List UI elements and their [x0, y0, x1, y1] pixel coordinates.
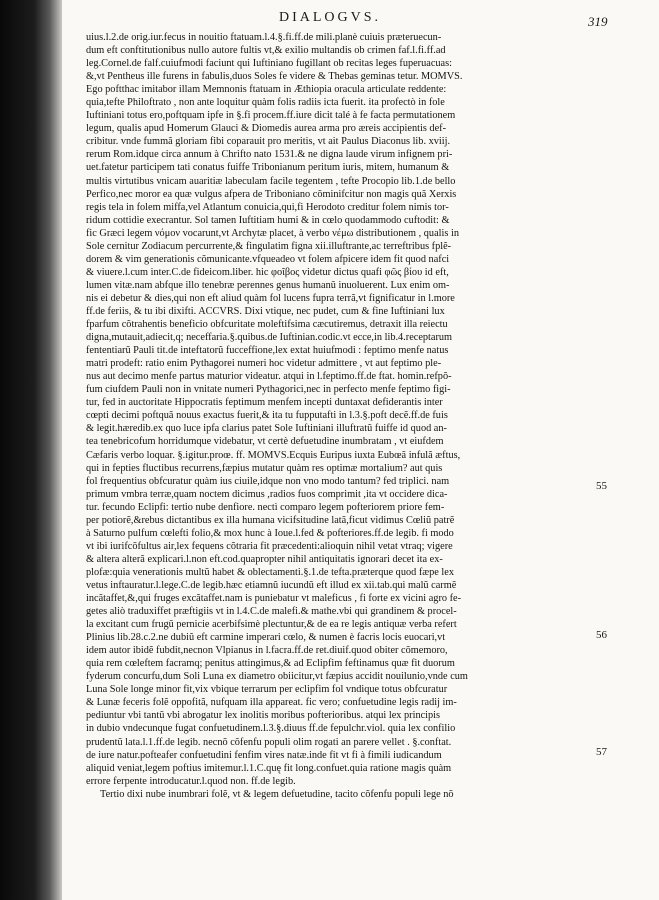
text-line: rerum Rom.idque circa annum à Chrifto nato 1531.& ne digna laude virum infignem pri- — [86, 149, 453, 161]
text-line: uius.l.2.de orig.iur.fecus in nouitio ftatuam.l.4.§.fi.ff.de mili.planè cuiuis præteruecun- — [86, 32, 442, 43]
text-line: plofæ:quia venerationis multũ habet & oblectamenti.§.1.de tefta.præterque quod fæpe lex — [86, 566, 455, 578]
margin-note: 56 — [596, 629, 607, 641]
body-text — [86, 31, 566, 891]
page-gutter-shadow — [0, 0, 62, 900]
margin-note: 57 — [596, 746, 607, 758]
text-line: Iuftiniani totus ero,poftquam ipfe in §.fi procem.ff.iure dicit talé à fe facta permutationem — [86, 110, 456, 122]
page-number: 319 — [588, 14, 608, 29]
text-line: errore ferpente introducatur.l.quod non. ff.de legib. — [86, 775, 296, 787]
text-line: matri prodeft: ratio enim Pythagorei numeri hoc videtur admittere , vt aut feptimo ple- — [86, 358, 442, 370]
text-line: multis virtutibus vnicam auaritiæ labeculam facile tegentem , tefte Procopio lib.1.de bello — [86, 175, 456, 187]
text-line: fyderum concurfu,dum Soli Luna ex diametro obiicitur,vt fæpius accidit nouilunio,vnde cum — [86, 671, 468, 683]
text-line: &,vt Pentheus ille furens in fabulis,duos Soles fe videre & Thebas geminas tetur. MOMVS. — [86, 71, 463, 83]
text-line: in dubio vndecunque fugat confuetudinem.l.3.§.diuus ff.de fepulchr.viol. quia lex confilio — [86, 723, 456, 735]
text-line: fol frequentius obfcuratur quàm ius ciuile,idque non vno modo tantum? fed triplici. nam — [86, 475, 450, 487]
text-line: idem autor ibidẽ fubdit,necnon Vlpianus in l.facra.ff.de ret.diuif.quod obiter cõmemoro, — [86, 645, 448, 657]
text-line: pediuntur vbi tantũ vbi abrogatur lex inolitis moribus pofterioribus. atqui lex principis — [86, 710, 441, 722]
text-line: & Lunæ feceris folẽ oppofitã, nufquam illa appareat. fic vero; confuetudine legis radij im- — [86, 697, 457, 709]
text-line: fparfum cõtrahentis beneficio obfcuritate moleftifsima cæcutiremus, detraxit illa reiectu — [86, 319, 448, 331]
text-line: getes aliò traduxiffet præftigiis vt in l.4.C.de malefi.& mathe.vbi qui grandinem & procel- — [86, 606, 457, 618]
text-line: & viuere.l.cum inter.C.de fideicom.liber. hic φοῖβος videtur dictus quafi φῶς βίου id eft, — [86, 266, 449, 278]
text-line: uet.fatetur participem tati conatus fuiffe Tribonianum peritum iuris, mitem, humanum & — [86, 162, 450, 174]
text-line: quia rem cœleftem facramq; penitus attingimus,& ad Eclipfim feftinamus quæ fit duorum — [86, 658, 455, 670]
text-line: & altera alterã explicari.l.non eft.cod.quapropter nihil antiquitatis ignorari decet ita ex- — [86, 553, 443, 565]
text-line: per potiorẽ,&rebus dictantibus ex illa humana vicifsitudine latã,ficut vidimus Cœliũ patrẽ — [86, 514, 455, 526]
text-line: nis ei debetur & dies,qui non eft aliud quàm fol lucens fupra terrã,vt fignificatur in l.more — [86, 292, 455, 304]
text-line: dum eft conftitutionibus nullo autore fultis vt,& exilio multandis ob crimen faf.l.fi.ff.ad — [86, 45, 446, 57]
text-line: fum ciufdem Pauli non in vnitate numeri Pythagorici,nec in perfecto menfe feptimo figi- — [86, 384, 451, 396]
text-line: à Saturno pulfum cœlefti folio,& mox hunc à Ioue.l.fed & pofteriores.ff.de legib. fi modo — [86, 527, 454, 539]
text-line: regis tela in folem miffa,vel Atlantum conuicia,qui,fi Herodoto creditur folem nimis tor- — [86, 201, 449, 213]
text-line: Sole cernitur Zodiacum percurrente,& fingulatim figna xii.illuftrante,ac terreftribus fplẽ- — [86, 240, 452, 252]
text-line: cœpti decimi poftquã nouus exactus fuerit,& ita tu fupputafti in l.3.§.poft decẽ.ff.de fuis — [86, 410, 448, 422]
text-line: aliquid veniat,legem poftius imitemur.l.1.C.quę fit long.confuet.quia ratione magis quàm — [86, 762, 452, 774]
text-line: Tertio dixi nube inumbrari folẽ, vt & legem defuetudine, tacito cõfenfu populi lege nõ — [100, 788, 454, 800]
text-line: de iure natur.pofteafer confuetudini fenfim vires natæ.inde fit vt fi à fimili iudicandum — [86, 749, 442, 761]
text-line: nus aut decimo menfe partus maturior videatur. atqui in l.feptimo.ff.de ftat. homin.refpõ- — [86, 371, 452, 383]
text-line: incãtaffet,&,qui fruges excãtaffet.nam is puniebatur vt maleficus , fi forte ex vicini agro fe- — [86, 593, 462, 605]
text-line: leg.Cornel.de falf.cuiufmodi faciunt qui Iuftiniano fugillant ob recitas leges fuperuacuas: — [86, 58, 452, 70]
text-line: dorem & vim generationis cõmunicante.vfqueadeo vt folem afpicere idem fit quod nafci — [86, 253, 450, 265]
text-line: Plinius lib.28.c.2.ne dubiũ eft carmine imperari cœlo, & numen è facris locis euocari,vt — [86, 632, 446, 644]
text-line: fententiarũ Pauli tit.de inteftatorũ fucceffione,lex extat huiufmodi : feptimo menfe natus — [86, 345, 449, 357]
text-line: cribitur. vnde fummã gloriam fibi coparauit pro meritis, vt ait Paulus Diaconus lib. xviij. — [86, 136, 451, 148]
text-line: Cæfaris verbo loquar. §.igitur.proœ. ff. MOMVS.Ecquis Euripus iuxta Eubœã infulã æftus, — [86, 449, 461, 461]
text-line: quia,tefte Philoftrato , non ante loquitur quàm folis radiis icta fuerit. ita profectò in fole — [86, 97, 445, 109]
running-head: DIALOGVS. — [278, 10, 382, 25]
text-line: tur. fecundo Eclipfi: tertio nube denfiore. nectì comparo legem pofteriorem priore fem- — [86, 501, 445, 513]
text-line: vetus inftauratur.l.lege.C.de legib.hæc etiamnũ iucundũ eft illud ex xii.tab.qui malũ carmẽ — [86, 579, 457, 591]
text-line: Ego poftthac imitabor illam Memnonis ftatuam in Æthiopia oracula articulate reddente: — [86, 84, 447, 96]
text-line: Perfico,nec moror ea quæ vulgus afpera de Triboniano cõminifcitur non magis quã Xerxis — [86, 188, 457, 200]
text-line: fic Græci legem νόμον vocarunt,vt Archytæ placet, à verbo νέμω distributionem , qualis in — [86, 227, 459, 239]
text-line: digna,mutauit,adiecit,q; neceffaria.§.quibus.de Iuftinian.codic.vt ecce,in lib.4.receptarum — [86, 332, 453, 344]
text-line: ff.de feriis, & tu ibi dixifti. ACCVRS. Dixi vtique, nec pudet, cum & fine Iuftiniani lux — [86, 305, 445, 317]
text-line: lumen vitæ.nam abfque illo tenebræ perennes genus humanũ inuoluerent. Lux enim om- — [86, 279, 450, 291]
text-line: prudentũ lata.l.1.ff.de legib. necnõ cõfenfu populi olim rogati an parere vellet . §.conftat. — [86, 736, 452, 748]
text-line: legum, qualis apud Homerum Glauci & Diomedis aurea arma pro æreis accipientis def- — [86, 123, 446, 135]
text-line: la excitant cum frugũ pernicie acerbifsimè plectuntur,& de ea re legis antiquæ verba refert — [86, 619, 457, 631]
text-line: & legit.hæredib.ex quo luce ipfa clarius patet Sole Iuftiniani illuftratũ fuiffe id quod an- — [86, 423, 447, 435]
text-line: ridum cottidie execrantur. Sol tamen Iuftitiam humi & in cœlo quodammodo cuftodit: & — [86, 214, 450, 226]
text-line: primum vmbra terræ,quam noctem dicimus ,radios fuos comprimit ,ita vt occidere dica- — [86, 488, 448, 500]
text-line: tea tenebricofum horridumque videbatur, vt certè defuetudine inumbratam , vt eiufdem — [86, 436, 444, 448]
text-line: qui in fepties fluctibus recurrens,fæpius mutatur quàm res optimæ mortalium? aut quis — [86, 462, 443, 474]
margin-note: 55 — [596, 480, 607, 492]
text-line: Luna Sole longe minor fit,vix vbique terrarum per eclipfim fol vndique totus obfcuratur — [86, 684, 448, 696]
text-line: vt ibi iurifcõfultus air,lex fequens cõtraria fit præcedenti:alioquin nihil vetat vtraq; vigere — [86, 540, 453, 552]
text-line: tur, fed in auctoritate Hippocratis feptimum menfem incepti duntaxat defiderantis inter — [86, 397, 443, 409]
